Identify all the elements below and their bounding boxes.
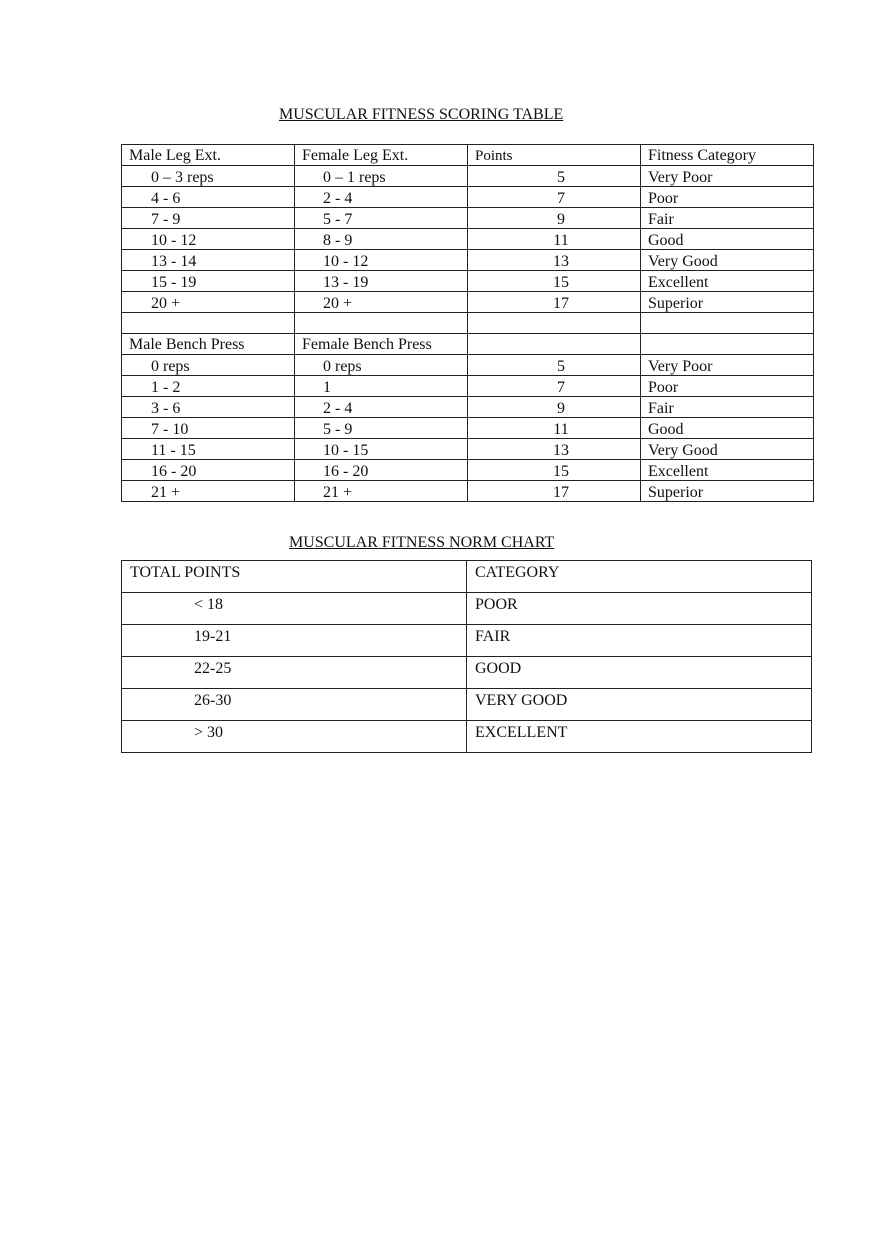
table-row	[122, 208, 814, 229]
cell-female-range: 2 - 4	[295, 397, 468, 418]
cell-male-range: 7 - 10	[122, 418, 295, 439]
cell-category: Superior	[641, 481, 814, 502]
table-row	[122, 721, 812, 753]
norm-chart-table	[121, 560, 812, 753]
cell-points: 15	[468, 271, 641, 292]
blank-cell	[641, 313, 814, 334]
cell-points: 11	[468, 229, 641, 250]
cell-female-range: 16 - 20	[295, 460, 468, 481]
cell-female-range: 0 reps	[295, 355, 468, 376]
cell-female-range: 10 - 15	[295, 439, 468, 460]
cell-total-points: 26-30	[122, 689, 467, 721]
table-row	[122, 376, 814, 397]
table-row	[122, 397, 814, 418]
table-row	[122, 187, 814, 208]
cell-male-range: 21 +	[122, 481, 295, 502]
cell-female-range: 20 +	[295, 292, 468, 313]
cell-female-range: 5 - 9	[295, 418, 468, 439]
norm-chart-title: MUSCULAR FITNESS NORM CHART	[289, 534, 555, 551]
table-row	[122, 166, 814, 187]
header-fitness-category: Fitness Category	[641, 145, 814, 166]
table-row	[122, 625, 812, 657]
cell-points: 5	[468, 166, 641, 187]
table-row	[122, 292, 814, 313]
cell-male-range: 11 - 15	[122, 439, 295, 460]
cell-category: VERY GOOD	[467, 689, 812, 721]
cell-female-range: 5 - 7	[295, 208, 468, 229]
cell-points: 11	[468, 418, 641, 439]
cell-male-range: 3 - 6	[122, 397, 295, 418]
cell-category: Good	[641, 418, 814, 439]
blank-cell	[641, 334, 814, 355]
header-category: CATEGORY	[467, 561, 812, 593]
cell-male-range: 1 - 2	[122, 376, 295, 397]
table-row	[122, 439, 814, 460]
table-row	[122, 229, 814, 250]
table-row	[122, 250, 814, 271]
table-row	[122, 689, 812, 721]
cell-male-range: 0 – 3 reps	[122, 166, 295, 187]
scoring-table-title: MUSCULAR FITNESS SCORING TABLE	[279, 106, 564, 123]
cell-points: 5	[468, 355, 641, 376]
table-row	[122, 481, 814, 502]
header-female-bench-press: Female Bench Press	[295, 334, 468, 355]
cell-category: Very Good	[641, 439, 814, 460]
blank-cell	[122, 313, 295, 334]
cell-male-range: 0 reps	[122, 355, 295, 376]
header-male-bench-press: Male Bench Press	[122, 334, 295, 355]
header-male-leg-ext: Male Leg Ext.	[122, 145, 295, 166]
cell-category: Very Poor	[641, 355, 814, 376]
cell-category: Superior	[641, 292, 814, 313]
cell-male-range: 20 +	[122, 292, 295, 313]
table-row	[122, 657, 812, 689]
blank-cell	[468, 334, 641, 355]
table-row	[122, 418, 814, 439]
cell-female-range: 21 +	[295, 481, 468, 502]
bench-header-row	[122, 334, 814, 355]
blank-cell	[468, 313, 641, 334]
cell-category: POOR	[467, 593, 812, 625]
table-header-row	[122, 145, 814, 166]
cell-category: EXCELLENT	[467, 721, 812, 753]
cell-female-range: 0 – 1 reps	[295, 166, 468, 187]
cell-total-points: 22-25	[122, 657, 467, 689]
cell-female-range: 2 - 4	[295, 187, 468, 208]
cell-male-range: 16 - 20	[122, 460, 295, 481]
cell-points: 13	[468, 439, 641, 460]
blank-spacer-row	[122, 313, 814, 334]
cell-female-range: 1	[295, 376, 468, 397]
cell-points: 15	[468, 460, 641, 481]
cell-male-range: 7 - 9	[122, 208, 295, 229]
cell-male-range: 4 - 6	[122, 187, 295, 208]
cell-points: 17	[468, 481, 641, 502]
cell-points: 9	[468, 397, 641, 418]
cell-category: Poor	[641, 376, 814, 397]
cell-female-range: 8 - 9	[295, 229, 468, 250]
cell-points: 7	[468, 376, 641, 397]
cell-category: Fair	[641, 397, 814, 418]
cell-total-points: < 18	[122, 593, 467, 625]
cell-points: 7	[468, 187, 641, 208]
header-points: Points	[468, 145, 641, 166]
cell-category: FAIR	[467, 625, 812, 657]
cell-points: 17	[468, 292, 641, 313]
cell-category: Excellent	[641, 460, 814, 481]
scoring-table	[121, 144, 814, 502]
cell-category: Very Poor	[641, 166, 814, 187]
cell-points: 9	[468, 208, 641, 229]
cell-points: 13	[468, 250, 641, 271]
cell-category: Excellent	[641, 271, 814, 292]
header-total-points: TOTAL POINTS	[122, 561, 467, 593]
table-row	[122, 593, 812, 625]
cell-male-range: 10 - 12	[122, 229, 295, 250]
table-row	[122, 271, 814, 292]
blank-cell	[295, 313, 468, 334]
table-row	[122, 355, 814, 376]
cell-category: Very Good	[641, 250, 814, 271]
cell-male-range: 15 - 19	[122, 271, 295, 292]
table-header-row	[122, 561, 812, 593]
cell-female-range: 10 - 12	[295, 250, 468, 271]
header-female-leg-ext: Female Leg Ext.	[295, 145, 468, 166]
cell-category: Fair	[641, 208, 814, 229]
cell-total-points: > 30	[122, 721, 467, 753]
cell-total-points: 19-21	[122, 625, 467, 657]
cell-female-range: 13 - 19	[295, 271, 468, 292]
table-row	[122, 460, 814, 481]
cell-male-range: 13 - 14	[122, 250, 295, 271]
cell-category: Good	[641, 229, 814, 250]
cell-category: GOOD	[467, 657, 812, 689]
cell-category: Poor	[641, 187, 814, 208]
